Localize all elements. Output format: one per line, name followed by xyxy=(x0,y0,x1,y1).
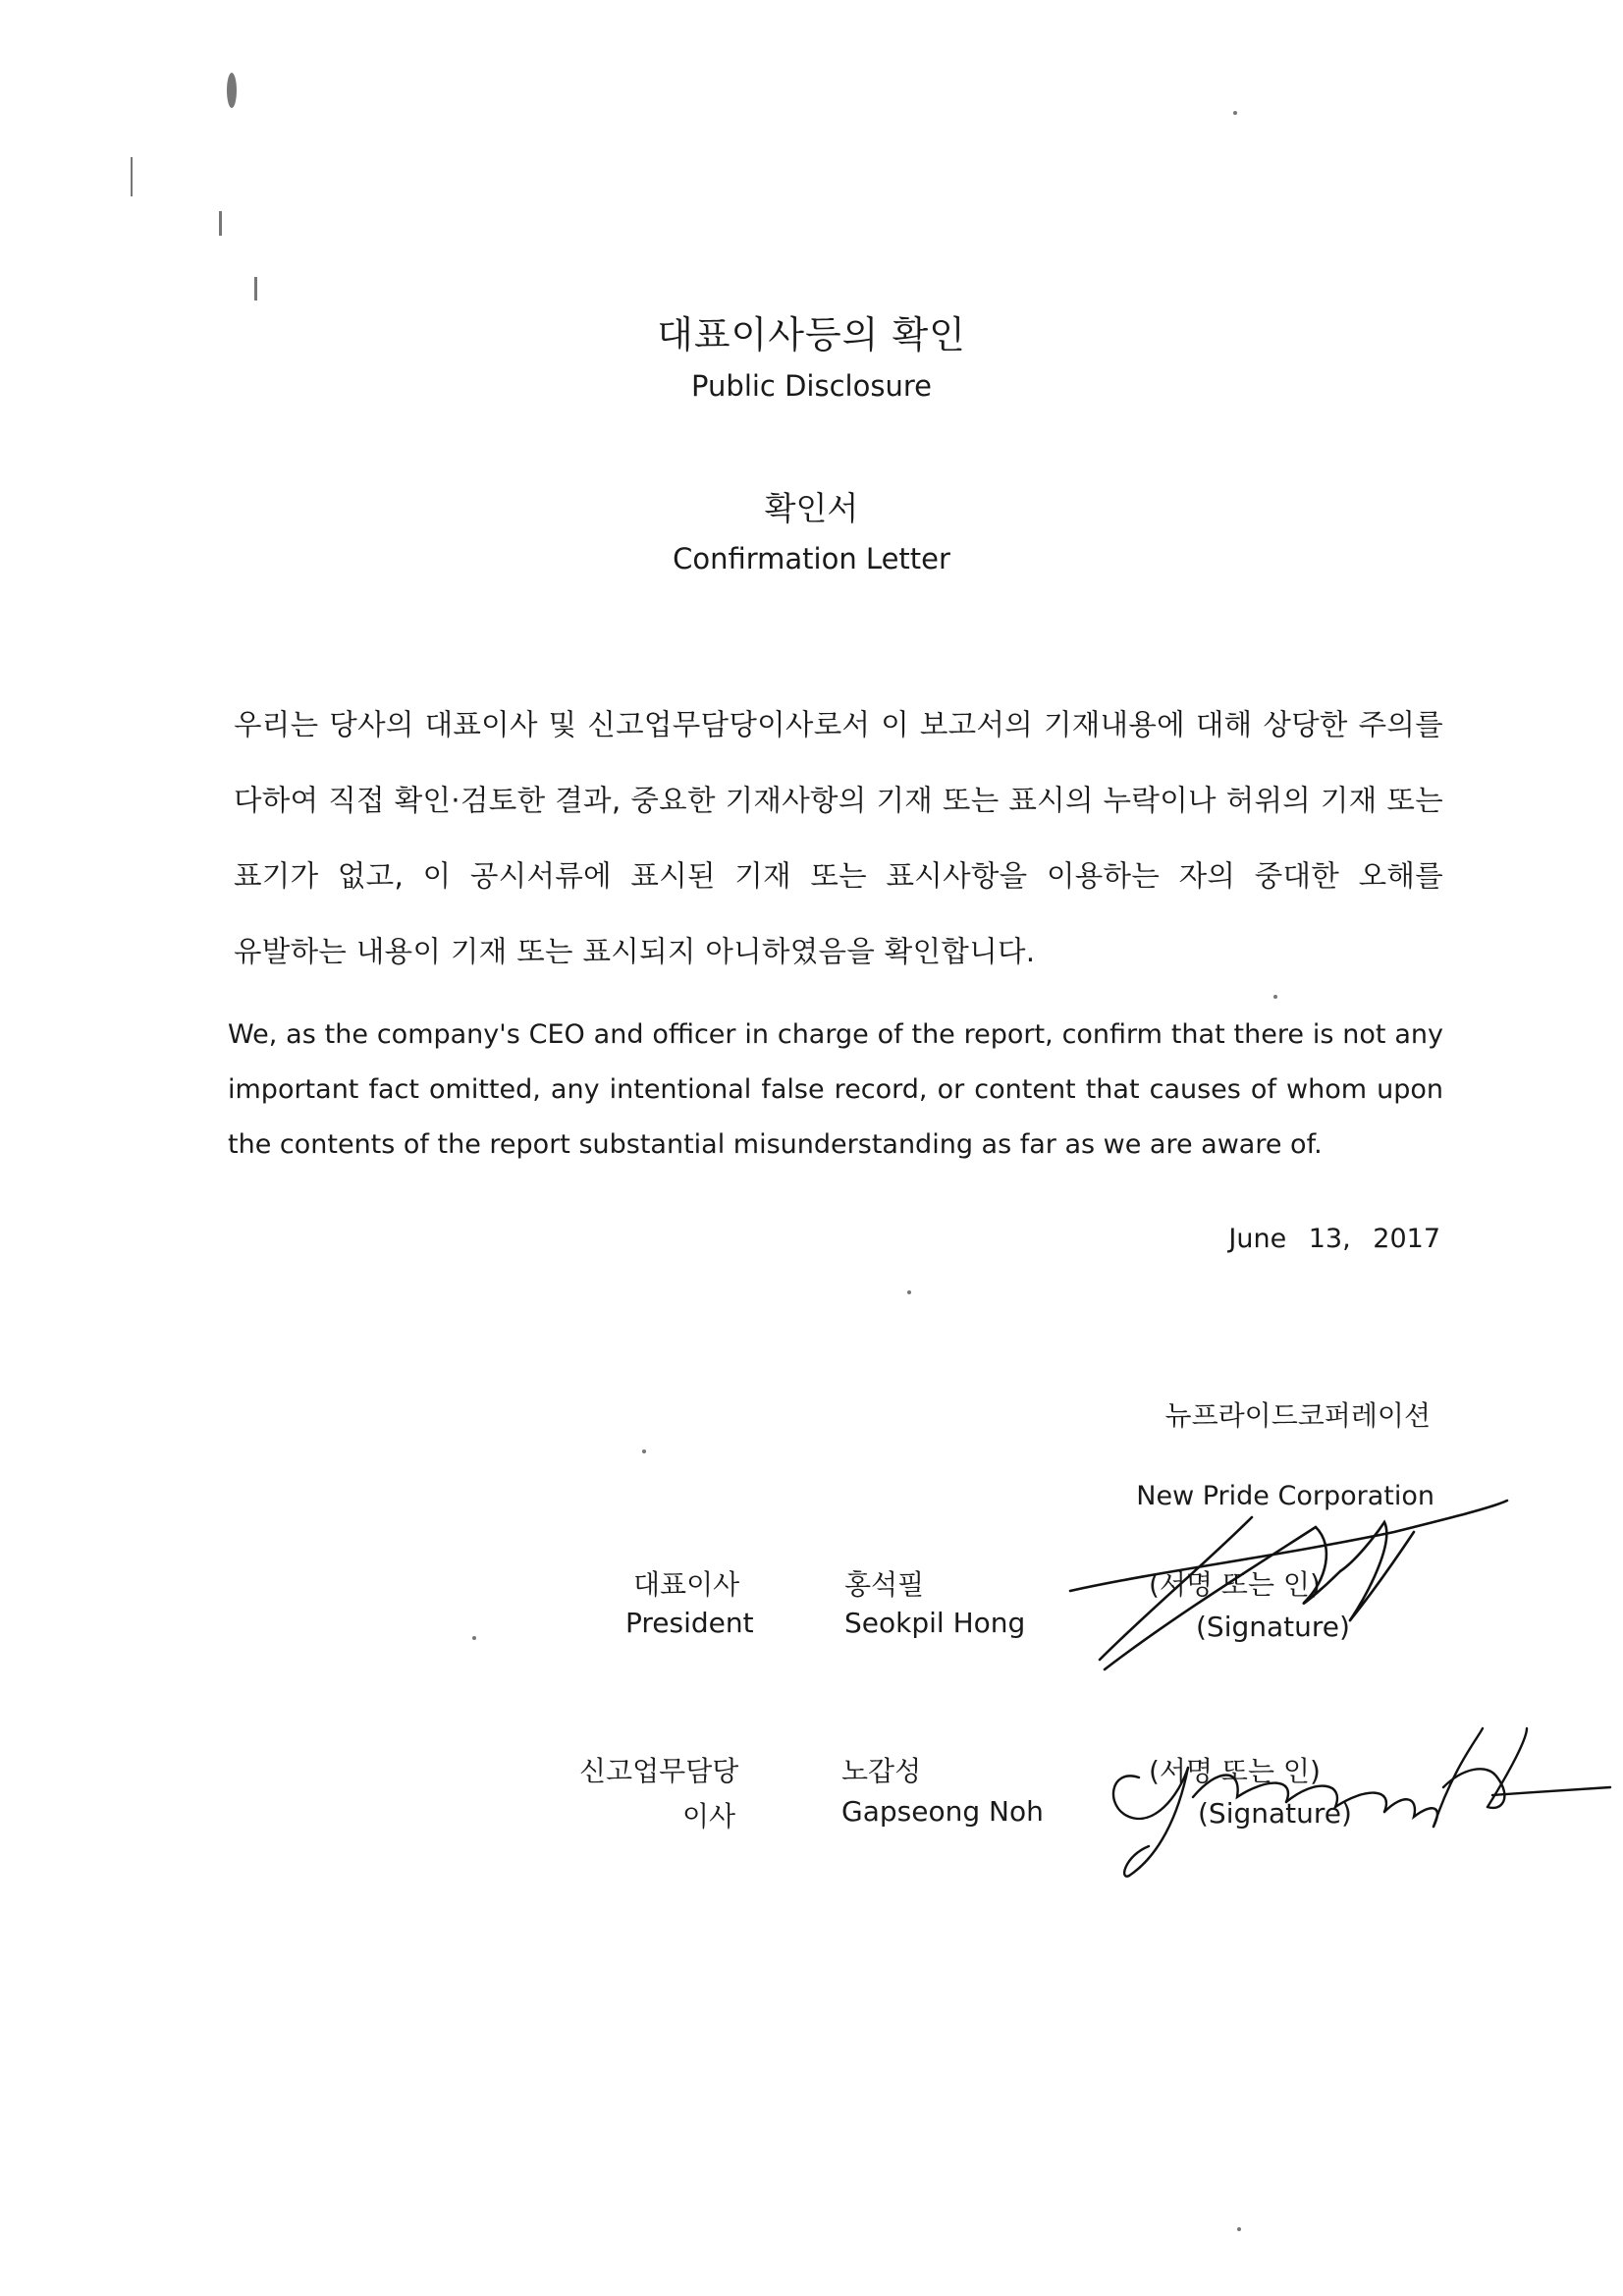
subtitle-english: Confirmation Letter xyxy=(673,542,950,575)
signatory-2-name-korean: 노갑성 xyxy=(841,1755,922,1787)
subtitle-korean: 확인서 xyxy=(764,489,859,527)
signatory-2-name-english: Gapseong Noh xyxy=(841,1795,1044,1828)
confirmation-paragraph-korean: 우리는 당사의 대표이사 및 신고업무담당이사로서 이 보고서의 기재내용에 대해 상당한 주의를 다하여 직접 확인·검토한 결과, 중요한 기재사항의 기재 또는 표시의 누락이나 허위의 기재 또는 표기가 없고, 이 공시서류에 표시된 기재 또는 표시사항을 이용하는 자의 중대한 오해를 유발하는 내용이 기재 또는 표시되지 아니하였음을 확인합니다. xyxy=(234,708,1443,968)
signatory-1-sign-label-english: (Signature) xyxy=(1196,1611,1350,1643)
signatory-2-title-korean-line2: 이사 xyxy=(682,1800,736,1832)
document-title-english: Public Disclosure xyxy=(691,369,932,403)
signatory-1-title-korean: 대표이사 xyxy=(633,1568,740,1601)
signatory-2-sign-label-korean: (서명 또는 인) xyxy=(1149,1755,1321,1787)
signatory-1-name-english: Seokpil Hong xyxy=(844,1607,1026,1639)
company-name-korean: 뉴프라이드코퍼레이션 xyxy=(1164,1399,1431,1432)
document-title-korean: 대표이사등의 확인 xyxy=(657,313,966,356)
signatory-2-sign-label-english: (Signature) xyxy=(1198,1797,1352,1830)
document-date: June 13, 2017 xyxy=(1228,1224,1440,1254)
signatory-1-name-korean: 홍석필 xyxy=(844,1568,925,1601)
confirmation-paragraph-english: We, as the company's CEO and officer in charge of the report, confirm that there is not any important fact omitted, any intentional false record, or content that causes of whom upon the contents of the report substantial misunderstanding as far as we are aware of. xyxy=(228,1019,1443,1160)
signatory-1-title-english: President xyxy=(625,1607,754,1639)
company-name-english: New Pride Corporation xyxy=(1136,1481,1434,1511)
signatory-1-sign-label-korean: (서명 또는 인) xyxy=(1149,1568,1321,1601)
signatory-2-title-korean: 신고업무담당 xyxy=(579,1755,739,1787)
